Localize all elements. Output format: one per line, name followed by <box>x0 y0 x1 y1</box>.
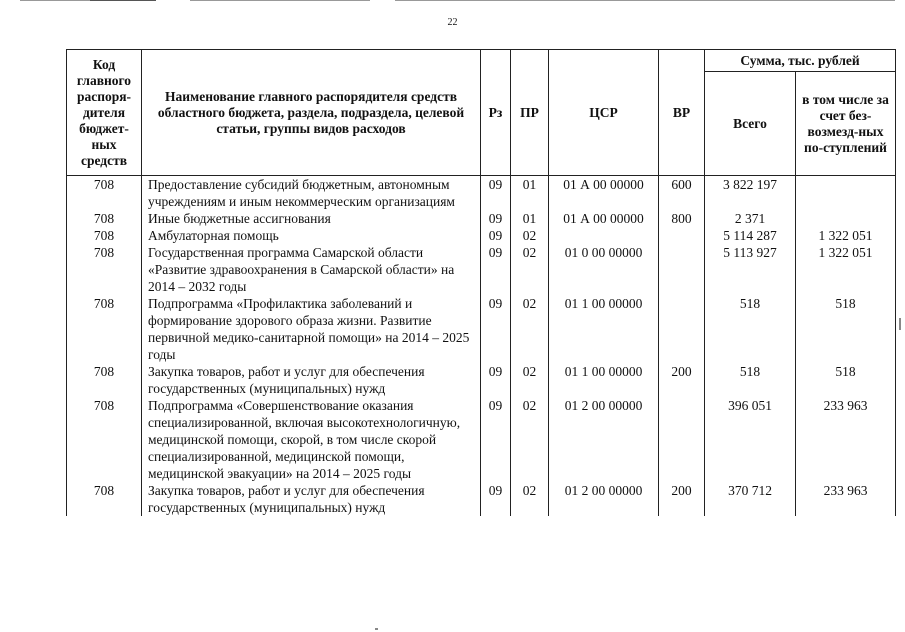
table-row <box>67 295 896 363</box>
cell-total: 2 371 <box>705 210 796 227</box>
cell-pr: 02 <box>511 482 549 516</box>
cell-code: 708 <box>67 210 142 227</box>
cell-rz: 09 <box>481 244 511 295</box>
cell-vr <box>659 227 705 244</box>
cell-rz: 09 <box>481 397 511 482</box>
header-total: Всего <box>705 72 796 176</box>
cell-vr <box>659 397 705 482</box>
cell-name: Подпрограмма «Профилактика заболеваний и формирование здорового образа жизни. Развитие первичной медико-санитарной помощи» на 2014 – 2025 годы <box>142 295 481 363</box>
cell-code: 708 <box>67 176 142 211</box>
cell-rz: 09 <box>481 176 511 211</box>
cell-rz: 09 <box>481 227 511 244</box>
cell-vr: 200 <box>659 482 705 516</box>
cell-csr <box>549 227 659 244</box>
scan-edge-line <box>20 0 90 1</box>
cell-csr: 01 2 00 00000 <box>549 482 659 516</box>
cell-name: Закупка товаров, работ и услуг для обеспечения государственных (муниципальных) нужд <box>142 363 481 397</box>
cell-total: 518 <box>705 363 796 397</box>
cell-total: 396 051 <box>705 397 796 482</box>
cell-csr: 01 А 00 00000 <box>549 176 659 211</box>
scan-mark <box>899 318 901 330</box>
header-gratuitous: в том числе за счет без-возмезд-ных по-ступлений <box>796 72 896 176</box>
cell-vr <box>659 295 705 363</box>
cell-total: 3 822 197 <box>705 176 796 211</box>
cell-pr: 02 <box>511 363 549 397</box>
cell-csr: 01 0 00 00000 <box>549 244 659 295</box>
cell-total: 5 113 927 <box>705 244 796 295</box>
header-rz: Рз <box>481 50 511 176</box>
header-name: Наименование главного распорядителя средств областного бюджета, раздела, подраздела, целевой статьи, группы видов расходов <box>142 50 481 176</box>
page-number: 22 <box>447 17 458 28</box>
cell-pr: 02 <box>511 397 549 482</box>
scan-mark <box>375 628 378 630</box>
cell-rz: 09 <box>481 295 511 363</box>
cell-csr: 01 А 00 00000 <box>549 210 659 227</box>
table-body <box>67 176 896 517</box>
cell-pr: 02 <box>511 295 549 363</box>
cell-total: 5 114 287 <box>705 227 796 244</box>
scan-edge-line <box>90 0 156 1</box>
table-row <box>67 227 896 244</box>
cell-code: 708 <box>67 397 142 482</box>
cell-name: Государственная программа Самарской области «Развитие здравоохранения в Самарской области» на 2014 – 2032 годы <box>142 244 481 295</box>
header-csr: ЦСР <box>549 50 659 176</box>
scan-edge-line <box>395 0 895 1</box>
table-row <box>67 363 896 397</box>
table-row <box>67 244 896 295</box>
table-row <box>67 176 896 211</box>
cell-code: 708 <box>67 227 142 244</box>
budget-table <box>66 49 896 516</box>
cell-pr: 01 <box>511 210 549 227</box>
cell-gratuitous <box>796 176 896 211</box>
cell-rz: 09 <box>481 210 511 227</box>
cell-vr: 600 <box>659 176 705 211</box>
cell-vr: 800 <box>659 210 705 227</box>
cell-gratuitous: 233 963 <box>796 482 896 516</box>
cell-gratuitous: 518 <box>796 295 896 363</box>
cell-name: Предоставление субсидий бюджетным, автономным учреждениям и иным некоммерческим организациям <box>142 176 481 211</box>
header-pr: ПР <box>511 50 549 176</box>
cell-name: Иные бюджетные ассигнования <box>142 210 481 227</box>
cell-code: 708 <box>67 363 142 397</box>
scan-edge-line <box>190 0 370 1</box>
table-row <box>67 210 896 227</box>
cell-rz: 09 <box>481 363 511 397</box>
cell-name: Амбулаторная помощь <box>142 227 481 244</box>
header-code: Код главного распоря-дителя бюджет-ных средств <box>67 50 142 176</box>
cell-gratuitous: 233 963 <box>796 397 896 482</box>
cell-code: 708 <box>67 295 142 363</box>
cell-csr: 01 1 00 00000 <box>549 295 659 363</box>
header-vr: ВР <box>659 50 705 176</box>
cell-gratuitous: 1 322 051 <box>796 227 896 244</box>
cell-pr: 01 <box>511 176 549 211</box>
cell-rz: 09 <box>481 482 511 516</box>
cell-gratuitous: 518 <box>796 363 896 397</box>
cell-gratuitous <box>796 210 896 227</box>
cell-pr: 02 <box>511 244 549 295</box>
table-row <box>67 482 896 516</box>
table-row <box>67 397 896 482</box>
cell-total: 518 <box>705 295 796 363</box>
header-sum-group: Сумма, тыс. рублей <box>705 50 896 72</box>
cell-name: Подпрограмма «Совершенствование оказания специализированной, включая высокотехнологичную, медицинской помощи, скорой, в том числе скорой специализированной, медицинской помощи, медицинской эвакуации» на 2014 – 2025 годы <box>142 397 481 482</box>
cell-name: Закупка товаров, работ и услуг для обеспечения государственных (муниципальных) нужд <box>142 482 481 516</box>
cell-gratuitous: 1 322 051 <box>796 244 896 295</box>
cell-total: 370 712 <box>705 482 796 516</box>
cell-code: 708 <box>67 244 142 295</box>
cell-csr: 01 2 00 00000 <box>549 397 659 482</box>
cell-vr <box>659 244 705 295</box>
cell-csr: 01 1 00 00000 <box>549 363 659 397</box>
cell-pr: 02 <box>511 227 549 244</box>
cell-vr: 200 <box>659 363 705 397</box>
cell-code: 708 <box>67 482 142 516</box>
